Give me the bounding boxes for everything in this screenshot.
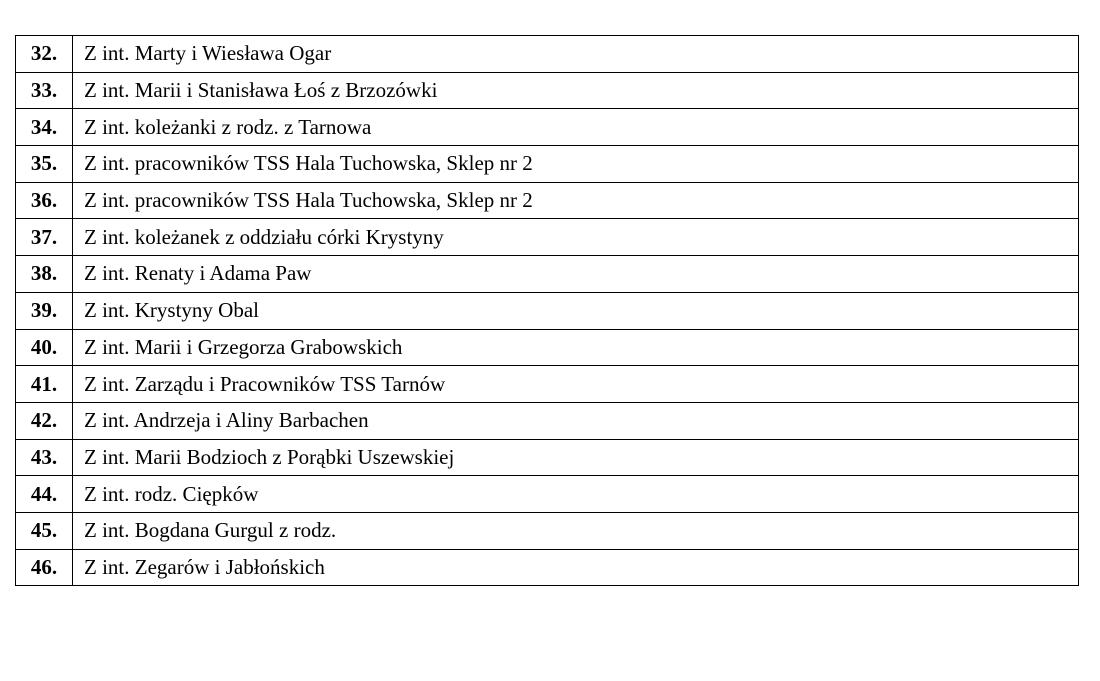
row-number: 36. xyxy=(16,182,73,219)
row-text: Z int. Marii i Stanisława Łoś z Brzozówki xyxy=(73,72,1079,109)
table-row xyxy=(16,146,1079,183)
table-row xyxy=(16,512,1079,549)
row-text: Z int. Zegarów i Jabłońskich xyxy=(73,549,1079,586)
row-number: 41. xyxy=(16,366,73,403)
table-row xyxy=(16,402,1079,439)
row-number: 37. xyxy=(16,219,73,256)
table-row xyxy=(16,329,1079,366)
row-text: Z int. Krystyny Obal xyxy=(73,292,1079,329)
row-number: 39. xyxy=(16,292,73,329)
row-number: 35. xyxy=(16,146,73,183)
row-text: Z int. Marii i Grzegorza Grabowskich xyxy=(73,329,1079,366)
intentions-table xyxy=(15,35,1079,586)
row-text: Z int. rodz. Ciępków xyxy=(73,476,1079,513)
row-number: 40. xyxy=(16,329,73,366)
row-number: 43. xyxy=(16,439,73,476)
row-text: Z int. pracowników TSS Hala Tuchowska, Sklep nr 2 xyxy=(73,146,1079,183)
row-text: Z int. pracowników TSS Hala Tuchowska, Sklep nr 2 xyxy=(73,182,1079,219)
table-row xyxy=(16,36,1079,73)
row-text: Z int. Bogdana Gurgul z rodz. xyxy=(73,512,1079,549)
row-number: 32. xyxy=(16,36,73,73)
table-row xyxy=(16,182,1079,219)
row-text: Z int. Andrzeja i Aliny Barbachen xyxy=(73,402,1079,439)
table-row xyxy=(16,72,1079,109)
row-number: 45. xyxy=(16,512,73,549)
table-row xyxy=(16,219,1079,256)
table-row xyxy=(16,292,1079,329)
row-text: Z int. Renaty i Adama Paw xyxy=(73,256,1079,293)
row-number: 38. xyxy=(16,256,73,293)
table-row xyxy=(16,439,1079,476)
row-number: 34. xyxy=(16,109,73,146)
row-text: Z int. Marty i Wiesława Ogar xyxy=(73,36,1079,73)
row-number: 42. xyxy=(16,402,73,439)
row-text: Z int. koleżanki z rodz. z Tarnowa xyxy=(73,109,1079,146)
table-row xyxy=(16,109,1079,146)
row-text: Z int. koleżanek z oddziału córki Krystyny xyxy=(73,219,1079,256)
intentions-table-body xyxy=(16,36,1079,586)
table-row xyxy=(16,366,1079,403)
row-number: 33. xyxy=(16,72,73,109)
row-text: Z int. Marii Bodzioch z Porąbki Uszewskiej xyxy=(73,439,1079,476)
table-row xyxy=(16,476,1079,513)
row-number: 44. xyxy=(16,476,73,513)
table-row xyxy=(16,549,1079,586)
table-row xyxy=(16,256,1079,293)
row-number: 46. xyxy=(16,549,73,586)
row-text: Z int. Zarządu i Pracowników TSS Tarnów xyxy=(73,366,1079,403)
